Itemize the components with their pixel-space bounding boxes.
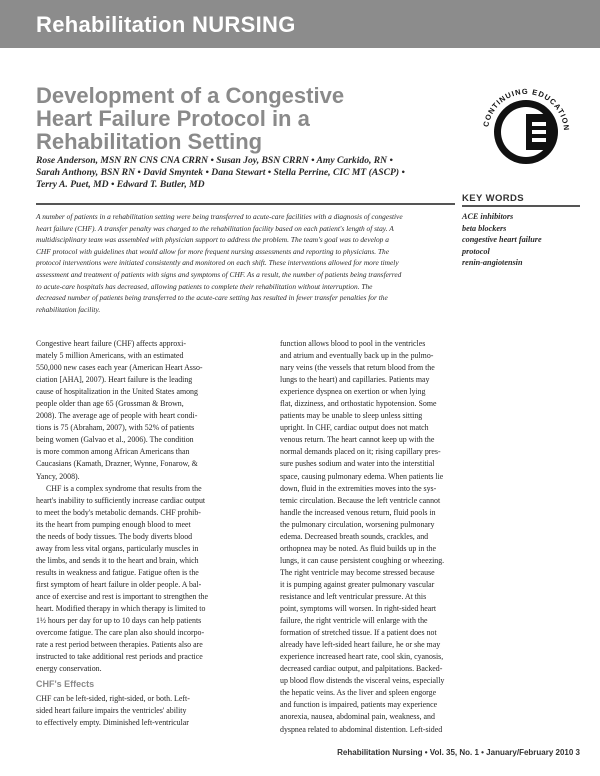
text-line: ance of exercise and rest is important to strengthen the (36, 591, 208, 601)
text-line: temic circulation. Because the left ventricle cannot (280, 495, 441, 505)
keyword-item: beta blockers (462, 223, 507, 233)
author-line: Terry A. Puet, MD • Edward T. Butler, MD (36, 179, 205, 190)
text-line: nary veins (the vessels that return blood from the (280, 363, 435, 373)
text-line: upright. In CHF, cardiac output does not match (280, 423, 429, 433)
text-line: instructed to take additional rest periods and practice (36, 652, 203, 662)
text-line: being women (Galvao et al., 2006). The condition (36, 435, 194, 445)
text-line: resistance and left ventricular pressure. At this (280, 591, 427, 601)
text-line: sure pushes sodium and water into the interstitial (280, 459, 435, 469)
paragraph-1 (36, 338, 298, 483)
text-line: lungs to the heart) and capillaries. Patients may (280, 375, 430, 385)
text-line: venous return. The heart cannot keep up with the (280, 435, 435, 445)
text-line: orthopnea may be noted. As fluid builds up in the (280, 543, 437, 553)
text-line: the hepatic veins. As the liver and spleen engorge (280, 688, 437, 698)
text-line: CHF is a complex syndrome that results from the (46, 483, 202, 493)
abstract-line: rehabilitation facility. (36, 304, 101, 314)
title-line: Development of a Congestive (36, 83, 345, 108)
text-line: Congestive heart failure (CHF) affects approxi- (36, 339, 186, 348)
abstract-line: to acute-care hospitals has decreased, allowing patients to complete their rehabilitation without interruption. The (36, 281, 373, 291)
author-line: Rose Anderson, MSN RN CNS CNA CRRN • Susan Joy, BSN CRRN • Amy Carkido, RN • (36, 155, 393, 166)
text-line: energy conservation. (36, 664, 102, 674)
text-line: failure, the right ventricle will enlarge with the (280, 616, 428, 626)
text-line: heart. Modified therapy in which therapy is limited to (36, 604, 206, 614)
text-line: lungs, it can cause persistent coughing or wheezing. (280, 555, 445, 565)
text-line: anorexia, nausea, abdominal pain, weakness, and (280, 712, 435, 722)
page-footer: Rehabilitation Nursing • Vol. 35, No. 1 • January/February 2010 3 (337, 748, 580, 757)
article-title (36, 84, 466, 153)
continuing-education-logo-icon (480, 86, 572, 178)
keywords-divider (462, 205, 580, 207)
keywords-heading: KEY WORDS (462, 193, 525, 204)
text-line: to meet the body's metabolic demands. CHF prohib- (36, 507, 201, 517)
text-line: handle the increased venous return, fluid pools in (280, 507, 436, 517)
text-line: cause of hospitalization in the United States among (36, 387, 198, 397)
journal-banner (0, 0, 600, 48)
title-line: Heart Failure Protocol in a (36, 106, 310, 131)
text-line: ciation [AHA], 2007). Heart failure is the leading (36, 375, 193, 385)
text-line: function allows blood to pool in the ventricles (280, 339, 426, 348)
abstract-line: protocol interventions were initiated consistently and monitored on each shift. These interventions allowed for more timely (36, 258, 399, 268)
text-line: edema. Decreased breath sounds, crackles, and (280, 531, 429, 541)
text-line: flat, dizziness, and orthostatic hypotension. Some (280, 399, 437, 409)
text-line: and function is impaired, patients may experience (280, 700, 438, 710)
paragraph-continued (280, 338, 542, 736)
abstract (36, 211, 450, 315)
text-line: experience increased heart rate, cool skin, cyanosis, (280, 652, 444, 662)
text-line: heart's inability to sufficiently increase cardiac output (36, 495, 206, 505)
text-line: The right ventricle may become stressed because (280, 567, 435, 577)
text-line: and atrium and eventually back up in the pulmo- (280, 351, 434, 361)
text-line: is more common among African Americans than (36, 447, 190, 457)
text-line: away from less vital organs, particularly muscles in (36, 543, 199, 553)
text-line: rate a rest period between therapies. Patients also are (36, 640, 203, 650)
text-line: sided heart failure impairs the ventricles' ability (36, 706, 187, 716)
text-line: already have left-sided heart failure, he or she may (280, 640, 441, 650)
text-line: its the heart from pumping enough blood to meet (36, 519, 191, 529)
text-line: to effectively empty. Diminished left-ventricular (36, 718, 189, 728)
text-line: down, fluid in the extremities moves into the sys- (280, 483, 437, 493)
text-line: point, symptoms will worsen. In right-sided heart (280, 604, 437, 614)
text-line: normal demands placed on it; rising capillary pres- (280, 447, 441, 457)
abstract-line: multidisciplinary team was assembled with physician support to address the problem. The team's goal was to develop a (36, 235, 389, 245)
section-heading: CHF's Effects (36, 679, 95, 690)
text-line: experience dyspnea on exertion or when lying (280, 387, 426, 397)
text-line: mately 5 million Americans, with an estimated (36, 351, 184, 361)
keyword-item: renin-angiotensin (462, 258, 523, 268)
text-line: patients may be unable to sleep unless sitting (280, 411, 423, 421)
text-line: 550,000 new cases each year (American Heart Asso- (36, 363, 203, 373)
abstract-line: A number of patients in a rehabilitation setting were being transferred to acute-care facilities with a diagnosis of congestive (36, 212, 403, 221)
journal-title: Rehabilitation NURSING (36, 12, 296, 37)
svg-text:CONTINUING EDUCATION: CONTINUING EDUCATION (481, 86, 572, 132)
author-line: Sarah Anthony, BSN RN • David Smyntek • Dana Stewart • Stella Perrine, CIC MT (ASCP) • (36, 167, 405, 178)
keyword-item: congestive heart failure (462, 235, 542, 245)
keyword-item: protocol (462, 246, 490, 256)
abstract-line: heart failure (CHF). A transfer penalty was charged to the rehabilitation facility based on each patient's length of stay. A (36, 223, 394, 233)
paragraph-2 (36, 483, 298, 676)
text-line: space, causing pulmonary edema. When patients lie (280, 471, 444, 481)
text-line: the limbs, and sends it to the heart and brain, which (36, 555, 199, 565)
keywords-list (462, 211, 542, 269)
text-line: 1½ hours per day for up to 10 days can help patients (36, 616, 202, 626)
text-line: up blood flow distends the visceral veins, especially (280, 676, 445, 686)
text-line: Yancy, 2008). (36, 471, 80, 481)
left-column (36, 338, 298, 729)
text-line: the pulmonary circulation, worsening pulmonary (280, 519, 435, 529)
text-line: formation of stretched tissue. If a patient does not (280, 628, 437, 638)
text-line: first symptom of heart failure in older people. A bal- (36, 579, 202, 589)
abstract-line: CHF protocol with guidelines that would allow for more frequent nursing assessments and reporting to physicians. The (36, 246, 390, 256)
abstract-line: assessment and treatment of patients with signs and symptoms of CHF. As a result, the number of patients being transferred (36, 269, 402, 279)
title-line: Rehabilitation Setting (36, 129, 263, 154)
abstract-divider (36, 203, 455, 205)
right-column (280, 338, 542, 736)
text-line: Caucasians (Kamath, Drazner, Wynne, Fonarow, & (36, 459, 198, 469)
keyword-item: ACE inhibitors (462, 212, 514, 221)
text-line: tions is 75 (Abraham, 2007), with 52% of patients (36, 423, 195, 433)
text-line: decreased cardiac output, and palpitations. Backed- (280, 664, 443, 674)
author-list (36, 155, 456, 191)
text-line: results in weakness and fatigue. Fatigue often is the (36, 567, 199, 577)
paragraph-3 (36, 693, 298, 729)
text-line: CHF can be left-sided, right-sided, or both. Left- (36, 694, 190, 704)
abstract-line: decreased number of patients being transferred to the acute-care setting has resulted in fewer transfer penalties for the (36, 293, 388, 303)
text-line: it is pumping against greater pulmonary vascular (280, 579, 435, 589)
text-line: the needs of body tissues. The body diverts blood (36, 531, 193, 541)
text-line: dyspnea related to abdominal distention. Left-sided (280, 724, 443, 734)
text-line: overcome fatigue. The care plan also should incorpo- (36, 628, 205, 638)
text-line: people older than age 65 (Grossman & Brown, (36, 399, 184, 409)
text-line: 2008). The average age of people with heart condi- (36, 411, 198, 421)
